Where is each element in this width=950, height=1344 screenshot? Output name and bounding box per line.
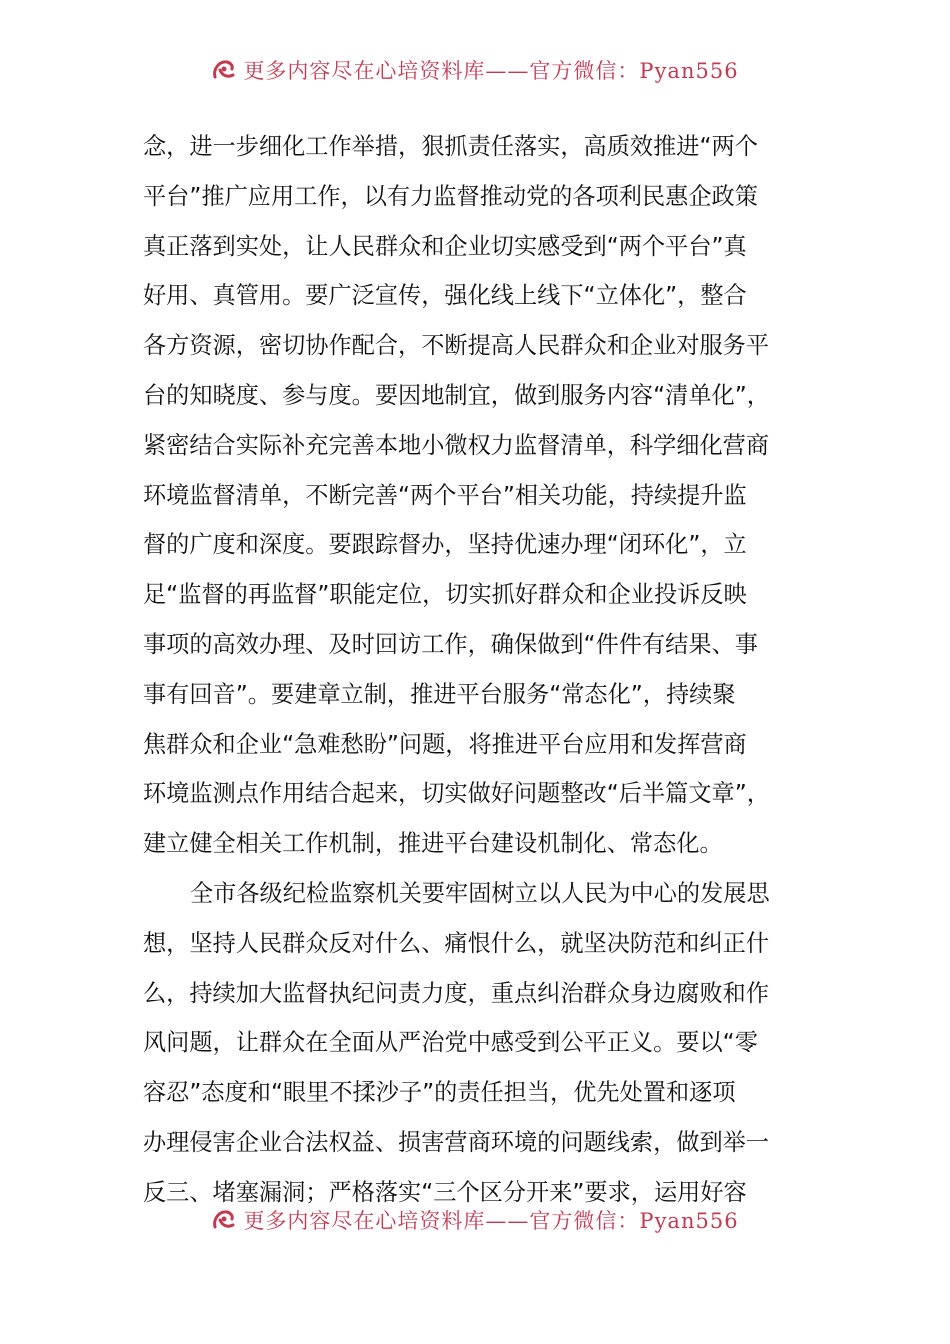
text-line: 平台”推广应用工作，以有力监督推动党的各项利民惠企政策 — [143, 182, 758, 210]
text-line: 容忍”态度和“眼里不揉沙子”的责任担当，优先处置和逐项 — [143, 1079, 736, 1107]
text-line: 么，持续加大监督执纪问责力度，重点纠治群众身边腐败和作 — [143, 979, 770, 1007]
watermark-text: 更多内容尽在心培资料库——官方微信：Pyan556 — [243, 59, 739, 83]
logo-icon — [211, 57, 237, 83]
text-line: 台的知晓度、参与度。要因地制宜，做到服务内容“清单化”， — [143, 381, 770, 409]
text-line: 好用、真管用。要广泛宣传，强化线上线下“立体化”，整合 — [143, 282, 747, 310]
document-body — [143, 122, 815, 1218]
text-line: 环境监督清单，不断完善“两个平台”相关功能，持续提升监 — [143, 481, 747, 509]
header-watermark — [0, 52, 950, 88]
text-line: 事项的高效办理、及时回访工作，确保做到“件件有结果、事 — [143, 630, 758, 658]
logo-icon — [211, 1207, 237, 1233]
paragraph — [143, 869, 815, 1218]
text-line: 全市各级纪检监察机关要牢固树立以人民为中心的发展思 — [190, 879, 770, 907]
text-line: 各方资源，密切协作配合，不断提高人民群众和企业对服务平 — [143, 332, 770, 360]
text-line: 足“监督的再监督”职能定位，切实抓好群众和企业投诉反映 — [143, 581, 747, 609]
paragraph — [143, 122, 815, 869]
text-line: 反三、堵塞漏洞；严格落实“三个区分开来”要求，运用好容 — [143, 1178, 747, 1206]
watermark-text: 更多内容尽在心培资料库——官方微信：Pyan556 — [243, 1209, 739, 1233]
text-line: 环境监测点作用结合起来，切实做好问题整改“后半篇文章”， — [143, 780, 770, 808]
text-line: 风问题，让群众在全面从严治党中感受到公平正义。要以“零 — [143, 1029, 758, 1057]
footer-watermark — [0, 1202, 950, 1238]
text-line: 督的广度和深度。要跟踪督办，坚持优速办理“闭环化”，立 — [143, 531, 747, 559]
text-line: 焦群众和企业“急难愁盼”问题，将推进平台应用和发挥营商 — [143, 730, 747, 758]
text-line: 事有回音”。要建章立制，推进平台服务“常态化”，持续聚 — [143, 680, 736, 708]
text-line: 办理侵害企业合法权益、损害营商环境的问题线索，做到举一 — [143, 1128, 770, 1156]
text-line: 念，进一步细化工作举措，狠抓责任落实，高质效推进“两个 — [143, 133, 758, 160]
text-line: 紧密结合实际补充完善本地小微权力监督清单，科学细化营商 — [143, 431, 770, 459]
text-line: 想，坚持人民群众反对什么、痛恨什么，就坚决防范和纠正什 — [143, 929, 770, 957]
text-line: 真正落到实处，让人民群众和企业切实感受到“两个平台”真 — [143, 232, 747, 260]
text-line: 建立健全相关工作机制，推进平台建设机制化、常态化。 — [143, 830, 723, 858]
